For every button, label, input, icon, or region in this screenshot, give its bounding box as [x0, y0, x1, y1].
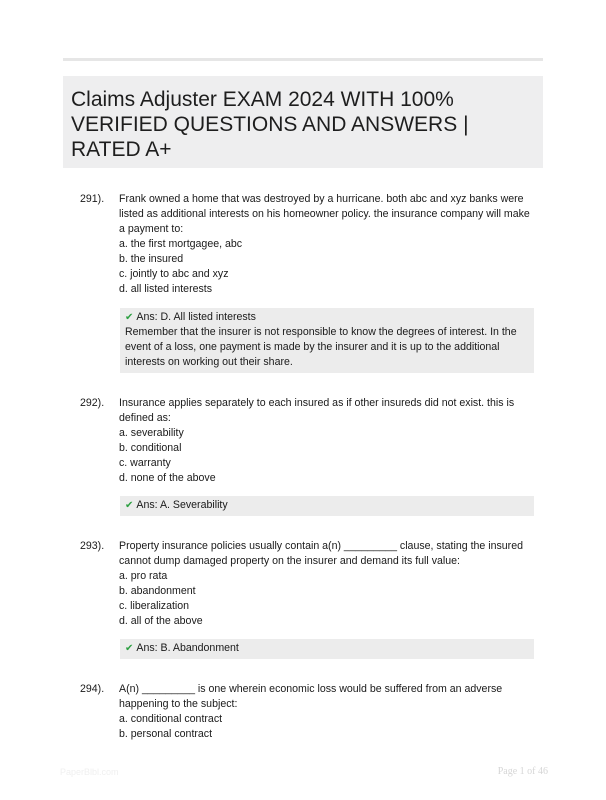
question-number: 294).: [80, 683, 105, 695]
option-a: a. conditional contract: [119, 713, 223, 725]
question-text: Property insurance policies usually contain a(n) _________ clause, stating the insured cannot dump damaged property on the insurer and demand its full value:: [119, 540, 523, 567]
option-b: b. conditional: [119, 442, 182, 454]
question-number: 293).: [80, 540, 105, 552]
answer-box-292: [120, 496, 534, 516]
option-b: b. abandonment: [119, 585, 196, 597]
option-c: c. warranty: [119, 457, 171, 469]
question-text: A(n) _________ is one wherein economic loss would be suffered from an adverse happening to the subject:: [119, 683, 503, 710]
checkmark-icon: ✔: [125, 643, 134, 654]
top-divider: [63, 58, 543, 61]
footer-site-watermark: PaperBlbl.com: [60, 767, 119, 777]
option-a: a. severability: [119, 427, 184, 439]
option-b: b. the insured: [119, 253, 184, 265]
answer-box-291: [120, 308, 534, 373]
answer-text: Ans: B. Abandonment: [136, 642, 239, 654]
question-text: Frank owned a home that was destroyed by a hurricane. both abc and xyz banks were listed as additional interests on his homeowner policy. the insurance company will make a payment to:: [119, 193, 530, 235]
option-d: d. all listed interests: [119, 283, 213, 295]
answer-text: Ans: D. All listed interests: [136, 311, 256, 323]
option-a: a. pro rata: [119, 570, 168, 582]
answer-box-293: [120, 639, 534, 659]
checkmark-icon: ✔: [125, 312, 134, 323]
page-number: Page 1 of 46: [497, 766, 548, 777]
option-b: b. personal contract: [119, 728, 213, 740]
answer-explanation: Remember that the insurer is not responsible to know the degrees of interest. In the event of a loss, one payment is made by the insurer and it is up to the additional interests on working out their share.: [125, 326, 517, 368]
question-number: 292).: [80, 397, 105, 409]
option-c: c. jointly to abc and xyz: [119, 268, 229, 280]
title-banner: [63, 76, 543, 168]
question-text: Insurance applies separately to each insured as if other insureds did not exist. this is defined as:: [119, 397, 515, 424]
answer-text: Ans: A. Severability: [136, 499, 228, 511]
option-d: d. none of the above: [119, 472, 216, 484]
document-title: Claims Adjuster EXAM 2024 WITH 100% VERIFIED QUESTIONS AND ANSWERS | RATED A+: [71, 88, 469, 161]
question-number: 291).: [80, 193, 105, 205]
option-c: c. liberalization: [119, 600, 190, 612]
option-a: a. the first mortgagee, abc: [119, 238, 243, 250]
checkmark-icon: ✔: [125, 500, 134, 511]
option-d: d. all of the above: [119, 615, 203, 627]
